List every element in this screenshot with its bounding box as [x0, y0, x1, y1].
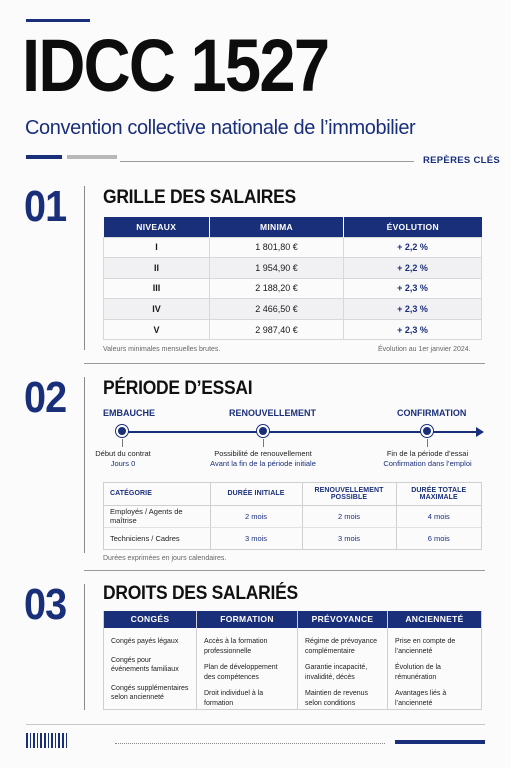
- rights-column-anciennete: [388, 611, 482, 710]
- rights-column-prevoyance: [298, 611, 388, 710]
- rights-item: Droit individuel à la formation: [204, 690, 264, 707]
- table-row: [104, 299, 482, 320]
- timeline-subcaption: Jours 0: [110, 459, 136, 468]
- evolution-cell: + 2,2 %: [344, 237, 482, 258]
- section-2-title: PÉRIODE D’ESSAI: [103, 378, 253, 399]
- rights-item: Congés pour événements familiaux: [111, 656, 179, 673]
- rights-item: Prise en compte de l’ancienneté: [395, 638, 456, 655]
- level-cell: II: [104, 258, 210, 279]
- level-cell: I: [104, 237, 210, 258]
- level-cell: IV: [104, 299, 210, 320]
- table-row: [104, 258, 482, 279]
- timeline-tick: [263, 439, 264, 447]
- table-row: [104, 319, 482, 340]
- timeline-dot: [116, 425, 128, 437]
- col-header-niveaux: NIVEAUX: [104, 217, 210, 237]
- timeline-dot: [257, 425, 269, 437]
- evolution-cell: + 2,3 %: [344, 278, 482, 299]
- minimum-cell: 2 188,20 €: [210, 278, 344, 299]
- probation-table: [104, 483, 481, 549]
- section-separator: [84, 570, 485, 571]
- timeline-caption: Fin de la période d’essai: [386, 449, 469, 458]
- timeline-dot: [421, 425, 433, 437]
- timeline-tick: [122, 439, 123, 447]
- document-subtitle: Convention collective nationale de l’immobilier: [25, 117, 416, 139]
- minimum-cell: 2 466,50 €: [210, 299, 344, 320]
- section-number-2: 02: [24, 373, 67, 422]
- duration-cell: 4 mois: [396, 505, 481, 527]
- category-cell: Employés / Agents de maîtrise: [104, 505, 210, 527]
- section-separator: [84, 363, 485, 364]
- section-3-title: DROITS DES SALARIÉS: [103, 583, 298, 604]
- minimum-cell: 1 801,80 €: [210, 237, 344, 258]
- timeline-caption: Possibilité de renouvellement: [214, 449, 312, 458]
- rights-item: Maintien de revenus selon conditions: [305, 690, 369, 707]
- header-divider: [120, 161, 414, 162]
- timeline-label-embauche: EMBAUCHE: [103, 408, 156, 418]
- col-header-duree-totale: DURÉE TOTALE MAXIMALE: [396, 483, 481, 505]
- evolution-cell: + 2,2 %: [344, 258, 482, 279]
- section-3-vertical-rule: [84, 584, 85, 710]
- rights-item: Avantages liés à l’ancienneté: [395, 690, 447, 707]
- footer-accent-bar: [395, 740, 485, 744]
- timeline-subcaption: Avant la fin de la période initiale: [210, 459, 316, 468]
- rights-grid: [103, 611, 482, 710]
- col-header-duree-initiale: DURÉE INITIALE: [210, 483, 302, 505]
- document-title: IDCC 1527: [22, 24, 329, 107]
- table-row: [104, 237, 482, 258]
- salary-grid-table: [103, 217, 482, 340]
- section-number-1: 01: [24, 182, 67, 231]
- table-row: [104, 505, 481, 527]
- barcode-decoration: [26, 733, 67, 748]
- col-header-evolution: ÉVOLUTION: [344, 217, 482, 237]
- timeline-caption: Début du contrat: [95, 449, 151, 458]
- timeline-arrow-icon: [476, 427, 484, 437]
- top-accent-rule: [26, 19, 90, 22]
- section-number-3: 03: [24, 580, 67, 629]
- rights-header: PRÉVOYANCE: [298, 611, 387, 628]
- rights-item: Régime de prévoyance complémentaire: [305, 638, 377, 655]
- category-cell: Techniciens / Cadres: [104, 527, 210, 549]
- col-header-renouvellement: RENOUVELLEMENT POSSIBLE: [302, 483, 396, 505]
- rights-header: ANCIENNETÉ: [388, 611, 481, 628]
- col-header-minima: MINIMA: [210, 217, 344, 237]
- duration-cell: 2 mois: [210, 505, 302, 527]
- rights-header: CONGÉS: [104, 611, 196, 628]
- section-1-title: GRILLE DES SALAIRES: [103, 187, 296, 208]
- timeline-subcaption: Confirmation dans l’emploi: [383, 459, 472, 468]
- timeline-label-renouvellement: RENOUVELLEMENT: [229, 408, 317, 418]
- duration-cell: 2 mois: [302, 505, 396, 527]
- rights-item: Congés supplémentaires selon ancienneté: [111, 684, 189, 701]
- rights-header: FORMATION: [197, 611, 297, 628]
- minimum-cell: 1 954,90 €: [210, 258, 344, 279]
- level-cell: III: [104, 278, 210, 299]
- evolution-cell: + 2,3 %: [344, 319, 482, 340]
- accent-bar-grey: [67, 155, 117, 159]
- evolution-cell: + 2,3 %: [344, 299, 482, 320]
- table-row: [104, 527, 481, 549]
- probation-table-box: [103, 482, 482, 550]
- rights-item: Garantie incapacité, invalidité, décès: [305, 664, 368, 681]
- duration-cell: 6 mois: [427, 533, 450, 543]
- duration-cell: 3 mois: [210, 527, 302, 549]
- rights-column-conges: [103, 611, 197, 710]
- salary-note: Valeurs minimales mensuelles brutes.: [103, 346, 221, 353]
- section-2-vertical-rule: [84, 377, 85, 553]
- col-header-categorie: CATÉGORIE: [104, 483, 210, 505]
- minimum-cell: 2 987,40 €: [210, 319, 344, 340]
- evolution-date-note: Évolution au 1er janvier 2024.: [378, 346, 471, 353]
- rights-item: Évolution de la rémunération: [395, 664, 441, 681]
- level-cell: V: [104, 319, 210, 340]
- section-1-vertical-rule: [84, 186, 85, 350]
- footer-dotted-line: [115, 743, 385, 744]
- rights-item: Plan de développement des compétences: [204, 664, 278, 681]
- timeline-tick: [427, 439, 428, 447]
- rights-item: Congés payés légaux: [111, 638, 179, 645]
- reperes-tag: REPÈRES CLÉS: [423, 155, 500, 166]
- accent-bar-navy: [26, 155, 62, 159]
- duration-cell: 3 mois: [302, 527, 396, 549]
- table-row: [104, 278, 482, 299]
- timeline-label-confirmation: CONFIRMATION: [397, 408, 467, 418]
- footer-divider: [26, 724, 485, 725]
- probation-note: Durées exprimées en jours calendaires.: [103, 555, 227, 562]
- rights-item: Accès à la formation professionnelle: [204, 638, 268, 655]
- rights-column-formation: [197, 611, 298, 710]
